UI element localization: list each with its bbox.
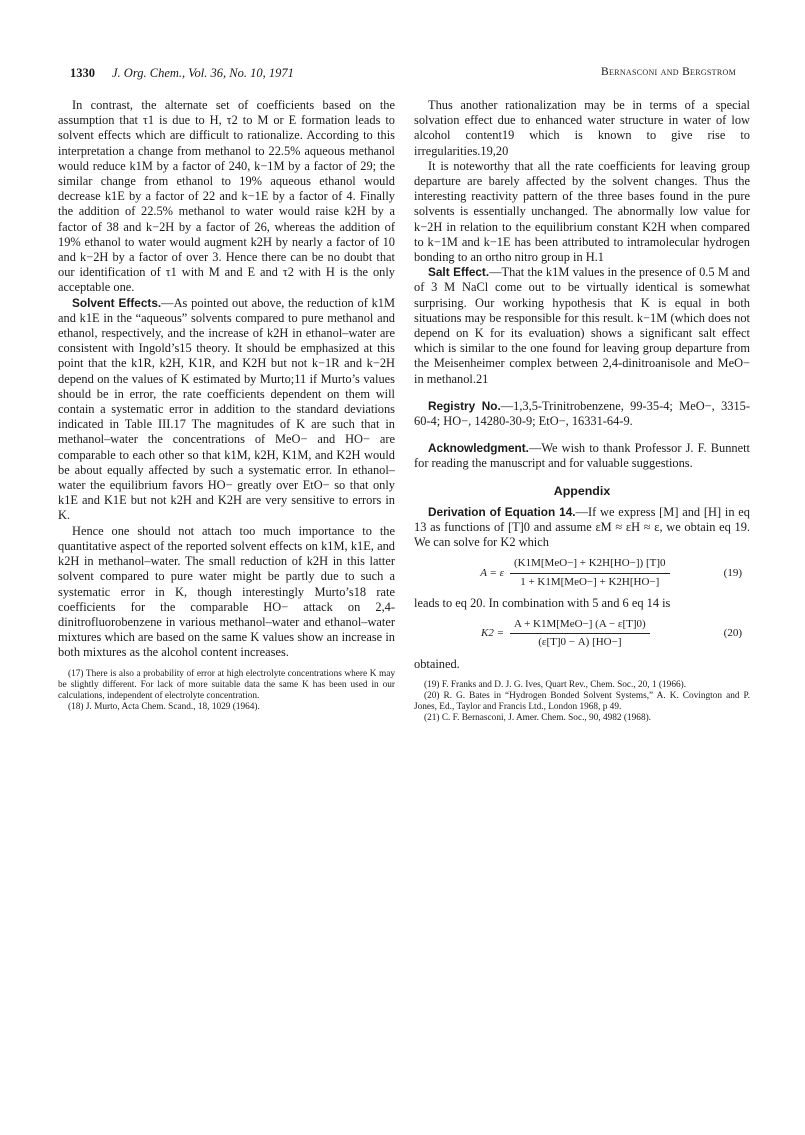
equation-20 [414, 617, 750, 650]
paragraph-solvation-effect: Thus another rationalization may be in terms of a special solvation effect due to enhanced water structure in water of low alcohol content19 which is known to give rise to irregularities.19,20 [414, 98, 750, 158]
left-column [58, 98, 395, 713]
paragraph-derivation [414, 505, 750, 551]
footnote-18: (18) J. Murto, Acta Chem. Scand., 18, 1029 (1964). [68, 702, 260, 713]
registry-numbers [414, 399, 750, 429]
acknowledgment-head: Acknowledgment. [428, 441, 529, 456]
equation-19 [414, 556, 750, 589]
paragraph-leads-to-eq20: leads to eq 20. In combination with 5 and 6 eq 14 is [414, 595, 671, 610]
spacer [414, 387, 750, 399]
equation-20-number: (20) [723, 627, 742, 640]
paragraph-leaving-group: It is noteworthy that all the rate coefficients for leaving group departure are barely affected by the solvent changes. Thus the interesting reactivity pattern of the three bases found in the pure solvents is essentially unchanged. The abnormally low value for k−2H in relation to the equilibrium constant K2H when compared to k−1M and k−1E has been attributed to intramolecular hydrogen bonding to an ortho nitro group in H.1 [414, 158, 750, 265]
equation-19-denominator: 1 + K1M[MeO−] + K2H[HO−] [520, 575, 660, 588]
footnotes-right [414, 680, 750, 725]
footnote-19: (19) F. Franks and D. J. G. Ives, Quart Rev., Chem. Soc., 20, 1 (1966). [424, 679, 687, 690]
appendix-title: Appendix [553, 483, 611, 498]
footnote-20: (20) R. G. Bates in “Hydrogen Bonded Solvent Systems,” A. K. Covington and P. Jones, Ed., Taylor and Francis Ltd., London 1968, p 49. [414, 690, 750, 713]
footnote-divider [58, 661, 118, 669]
equation-20-numerator: A + K1M[MeO−] (A − ε[T]0) [510, 617, 650, 634]
salt-effect-body: —That the k1M values in the presence of 0.5 M and of 3 M NaCl come out to be virtually identical is somewhat surprising. Our working hypothesis that K is equal in both situations may be responsible for this result. k−1M (which does not depend on K for its evaluation) shows a significant salt effect which is similar to the one found for leaving group departure from the Meisenheimer complex between 2,4-dinitroanisole and MeO− in methanol.21 [414, 265, 751, 386]
derivation-head: Derivation of Equation 14. [428, 504, 576, 519]
running-head-authors: Bernasconi and Bergstrom [601, 66, 736, 78]
equation-19-numerator: (K1M[MeO−] + K2H[HO−]) [T]0 [510, 556, 670, 573]
registry-body: —1,3,5-Trinitrobenzene, 99-35-4; MeO−, 3315-60-4; HO−, 14280-30-9; EtO−, 16331-64-9. [414, 398, 750, 429]
equation-20-lhs: K2 = [480, 627, 504, 640]
paragraph-salt-effect [414, 265, 750, 387]
acknowledgment [414, 441, 750, 471]
paragraph-alternate-coefficients: In contrast, the alternate set of coefficients based on the assumption that τ1 is due to H, τ2 to M or E formation leads to solvent effects which are difficult to rationalize. According to this interpretation a change from methanol to 22.5% aqueous methanol would reduce k1M by a factor of 240, k−1M by a factor of 29; the similar change from ethanol to 19% aqueous ethanol would decrease k1E by a factor of 22 and k−1E by a factor of 4. Finally the addition of 22.5% methanol to water would raise k2H by a factor of 38 and k−2H by a factor of 26, whereas the addition of 19% ethanol to water would augment k2H by nearly a factor of 10 and k−2H by a factor of over 3. Hence there can be no doubt that our identification of τ1 with M and E and τ2 with H is the only acceptable one. [58, 98, 395, 295]
paragraph-solvent-effects [58, 296, 395, 524]
equation-20-denominator: (ε[T]0 − A) [HO−] [538, 636, 622, 649]
page-header [70, 66, 736, 86]
journal-citation: J. Org. Chem., Vol. 36, No. 10, 1971 [112, 66, 294, 80]
footnote-17: (17) There is also a probability of error at high electrolyte concentrations where K may be slightly different. For lack of more suitable data the same K has been used in our calculations, independent of electrolyte concentration. [58, 668, 395, 701]
footnote-divider [414, 672, 474, 680]
equation-19-lhs: A = ε [480, 566, 504, 579]
derivation-body: —If we express [M] and [H] in eq 13 as functions of [T]0 and assume εM ≈ εH ≈ ε, we obtain eq 19. We can solve for K2 which [414, 504, 750, 550]
paragraph-quantitative-aspect: Hence one should not attach too much importance to the quantitative aspect of the reported solvent effects on k1M, k1E, and k2H in methanol–water. The small reduction of k2H in this latter solvent compared to pure water might be partly due to such a systematic error in K, though interestingly Murto’s18 rate coefficients for the comparable HO− attack on 2,4-dinitrofluorobenzene in various methanol–water and ethanol–water mixtures which are based on the same K values show an increase in both mixtures as the alcohol content increases. [58, 523, 395, 660]
equation-20-fraction [510, 617, 650, 650]
section-head-solvent-effects: Solvent Effects. [72, 295, 162, 310]
footnotes-left [58, 669, 395, 714]
equation-19-fraction [510, 556, 670, 589]
acknowledgment-body: —We wish to thank Professor J. F. Bunnett for reading the manuscript and for valuable suggestions. [414, 441, 750, 471]
equation-19-number: (19) [723, 566, 742, 579]
section-head-salt-effect: Salt Effect. [428, 265, 490, 280]
spacer [414, 429, 750, 441]
solvent-effects-body: —As pointed out above, the reduction of k1M and k1E in the “aqueous” solvents compared to pure methanol and ethanol, respectively, and the increase of k2H in ethanol–water are consistent with Ingold’s15 theory. It should be emphasized at this point that the k1R, k2H, K1R, and K2H but not k−1R and k−2H depend on the values of K estimated by Murto;11 if Murto’s values should be in error, the rate coefficients dependent on them will contain a systematic error in addition to the standard deviations indicated in Table III.17 The magnitudes of K are such that in methanol–water the concentrations of MeO− and HO− are comparable to each other so that k1M, k2H, K1M, and K2H would be about equally affected by such a systematic error. In ethanol–water the equilibrium favors HO− greatly over EtO− so that only k1E and K1E but not k2H and K2H are very sensitive to errors in K. [58, 295, 396, 523]
footnote-21: (21) C. F. Bernasconi, J. Amer. Chem. Soc., 90, 4982 (1968). [424, 713, 652, 724]
right-column [414, 98, 750, 725]
registry-head: Registry No. [428, 398, 501, 413]
spacer [414, 472, 750, 484]
page-number: 1330 [70, 66, 95, 80]
paragraph-obtained: obtained. [414, 656, 460, 671]
